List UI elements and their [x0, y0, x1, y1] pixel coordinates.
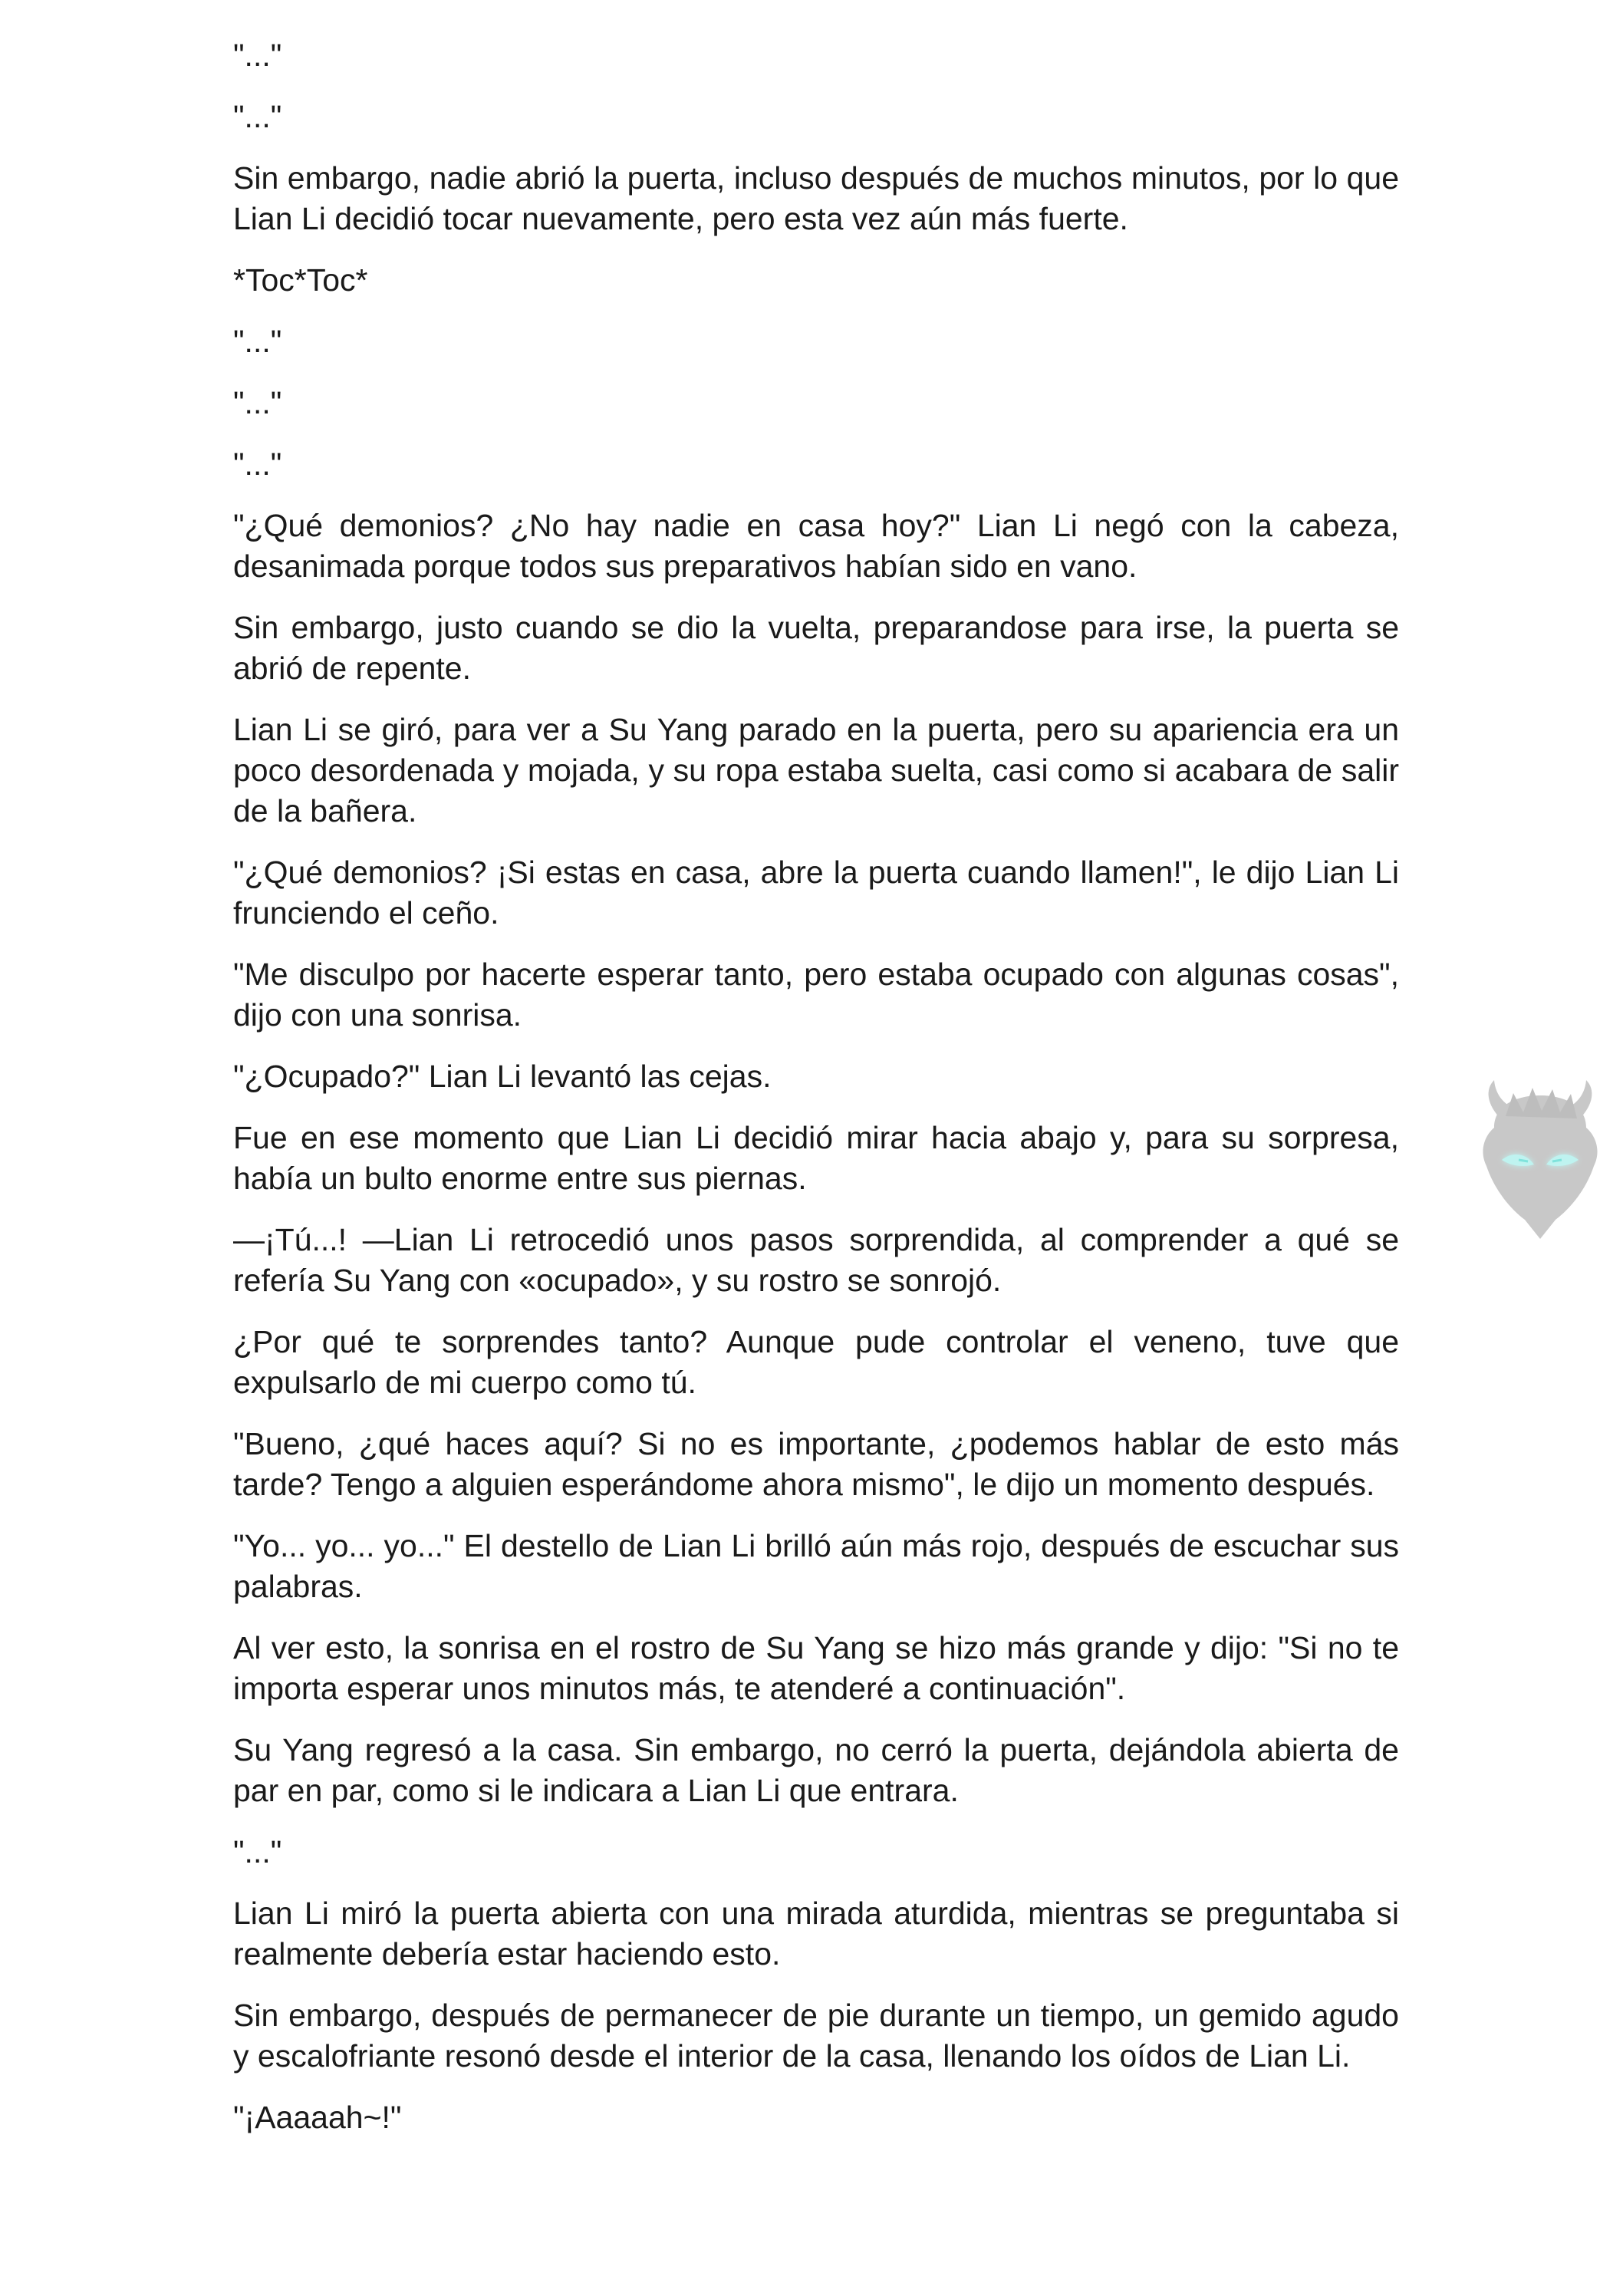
paragraph-ellipsis-1: "...": [233, 38, 282, 73]
document-page: [233, 35, 1399, 2159]
paragraph-what-are-you-doing: "Bueno, ¿qué haces aquí? Si no es importante, ¿podemos hablar de esto más tarde? Tengo a alguien esperándome ahora mismo", le dijo un momento después.: [233, 1426, 1399, 1502]
paragraph-aaaah: "¡Aaaaah~!": [233, 2100, 402, 2135]
paragraph-ellipsis-6: "...": [233, 1834, 282, 1869]
paragraph-ellipsis-4: "...": [233, 385, 282, 420]
paragraph-ellipsis-3: "...": [233, 324, 282, 359]
paragraph-no-one-opened: Sin embargo, nadie abrió la puerta, incluso después de muchos minutos, por lo que Lian Li decidió tocar nuevamente, pero esta vez aún más fuerte.: [233, 160, 1399, 236]
paragraph-stunned-look: Lian Li miró la puerta abierta con una mirada aturdida, mientras se preguntaba si realmente debería estar haciendo esto.: [233, 1896, 1399, 1972]
paragraph-su-yang-appearance: Lian Li se giró, para ver a Su Yang parado en la puerta, pero su apariencia era un poco desordenada y mojada, y su ropa estaba suelta, casi como si acabara de salir de la bañera.: [233, 712, 1399, 828]
paragraph-busy: "¿Ocupado?" Lian Li levantó las cejas.: [233, 1059, 772, 1094]
paragraph-open-the-door: "¿Qué demonios? ¡Si estas en casa, abre la puerta cuando llamen!", le dijo Lian Li frunciendo el ceño.: [233, 855, 1399, 931]
paragraph-moan: Sin embargo, después de permanecer de pie durante un tiempo, un gemido agudo y escalofriante resonó desde el interior de la casa, llenando los oídos de Lian Li.: [233, 1998, 1399, 2074]
paragraph-stepped-back: —¡Tú...! —Lian Li retrocedió unos pasos sorprendida, al comprender a qué se refería Su Yang con «ocupado», y su rostro se sonrojó.: [233, 1222, 1399, 1298]
paragraph-returned-inside: Su Yang regresó a la casa. Sin embargo, no cerró la puerta, dejándola abierta de par en par, como si le indicara a Lian Li que entrara.: [233, 1732, 1399, 1808]
paragraph-apology: "Me disculpo por hacerte esperar tanto, pero estaba ocupado con algunas cosas", dijo con una sonrisa.: [233, 957, 1399, 1033]
paragraph-looked-down: Fue en ese momento que Lian Li decidió mirar hacia abajo y, para su sorpresa, había un bulto enorme entre sus piernas.: [233, 1120, 1399, 1196]
paragraph-door-opened: Sin embargo, justo cuando se dio la vuelta, preparandose para irse, la puerta se abrió de repente.: [233, 610, 1399, 686]
paragraph-knock: *Toc*Toc*: [233, 262, 368, 298]
paragraph-blush: "Yo... yo... yo..." El destello de Lian Li brilló aún más rojo, después de escuchar sus palabras.: [233, 1528, 1399, 1604]
paragraph-nobody-home: "¿Qué demonios? ¿No hay nadie en casa hoy?" Lian Li negó con la cabeza, desanimada porque todos sus preparativos habían sido en vano.: [233, 508, 1399, 584]
paragraph-why-surprised: ¿Por qué te sorprendes tanto? Aunque pude controlar el veneno, tuve que expulsarlo de mi cuerpo como tú.: [233, 1324, 1399, 1400]
paragraph-smile: Al ver esto, la sonrisa en el rostro de Su Yang se hizo más grande y dijo: "Si no te importa esperar unos minutos más, te atenderé a continuación".: [233, 1630, 1399, 1706]
demon-head-icon: [1471, 1074, 1609, 1243]
paragraph-ellipsis-2: "...": [233, 99, 282, 134]
paragraph-ellipsis-5: "...": [233, 446, 282, 482]
